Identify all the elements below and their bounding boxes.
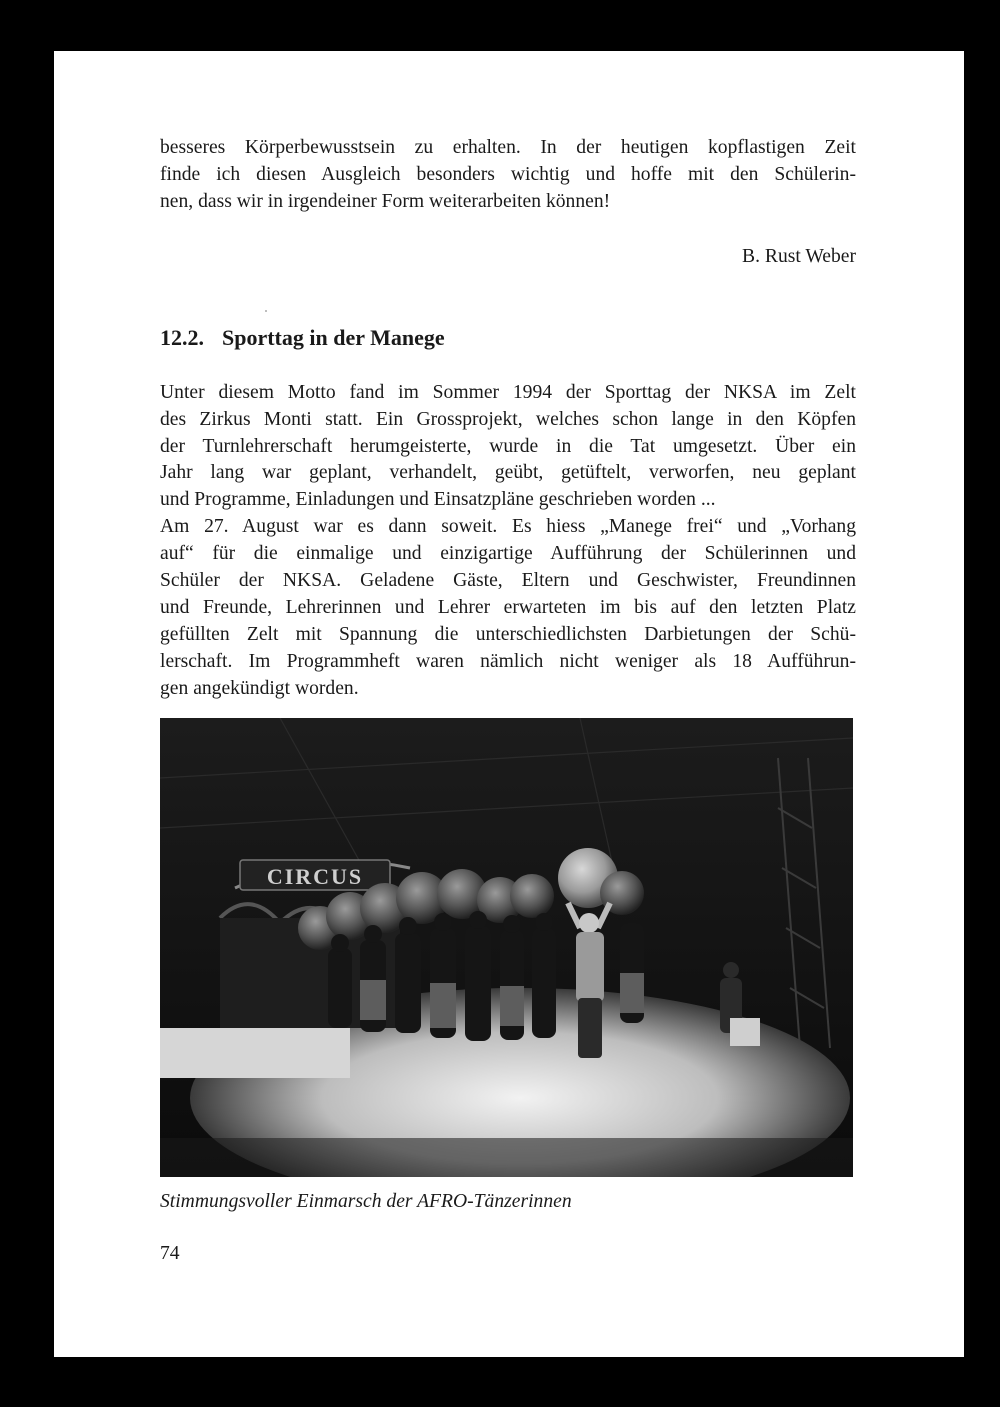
text-line: Unter diesem Motto fand im Sommer 1994 der Sporttag der NKSA im Zelt: [160, 381, 856, 403]
text-line: auf“ für die einmalige und einzigartige Aufführung der Schülerinnen und: [160, 543, 856, 565]
text-line: des Zirkus Monti statt. Ein Grossprojekt, welches schon lange in den Köpfen: [160, 408, 856, 430]
text-line: Schüler der NKSA. Geladene Gäste, Eltern und Geschwister, Freundinnen: [160, 570, 856, 592]
text-line: und Programme, Einladungen und Einsatzpläne geschrieben worden ...: [160, 489, 716, 511]
paragraph-intro: [160, 135, 856, 216]
text-line: finde ich diesen Ausgleich besonders wichtig und hoffe mit den Schülerin-: [160, 163, 856, 185]
text-line: der Turnlehrerschaft herumgeisterte, wurde in die Tat umgesetzt. Über ein: [160, 435, 856, 457]
text-line: und Freunde, Lehrerinnen und Lehrer erwarteten im bis auf den letzten Platz: [160, 596, 856, 618]
photo-illustration: [160, 718, 853, 1177]
text-line: Jahr lang war geplant, verhandelt, geübt, getüftelt, verworfen, neu geplant: [160, 462, 856, 484]
text-line: lerschaft. Im Programmheft waren nämlich nicht weniger als 18 Aufführun-: [160, 650, 856, 672]
text-line: gefüllten Zelt mit Spannung die unterschiedlichsten Darbietungen der Schü-: [160, 623, 856, 645]
text-line: nen, dass wir in irgendeiner Form weiterarbeiten können!: [160, 190, 611, 212]
text-line: besseres Körperbewusstsein zu erhalten. In der heutigen kopflastigen Zeit: [160, 137, 856, 158]
section-heading: [160, 324, 856, 352]
document-page: [54, 51, 964, 1357]
floor-shadow: [160, 1138, 853, 1177]
page-number: 74: [160, 1243, 180, 1264]
text-line: Am 27. August war es dann soweit. Es hiess „Manege frei“ und „Vorhang: [160, 516, 856, 538]
circus-photo: [160, 718, 853, 1177]
author-signature: B. Rust Weber: [742, 245, 856, 267]
circus-sign-text: CIRCUS: [266, 864, 364, 889]
photo-caption: Stimmungsvoller Einmarsch der AFRO-Tänzerinnen: [160, 1191, 572, 1212]
section-title: Sporttag in der Manege: [222, 324, 445, 350]
text-line: gen angekündigt worden.: [160, 677, 359, 699]
paragraph-main: [160, 380, 856, 703]
text-body: [160, 135, 856, 703]
stage-platform: [160, 1028, 350, 1078]
section-number: 12.2.: [160, 324, 204, 350]
